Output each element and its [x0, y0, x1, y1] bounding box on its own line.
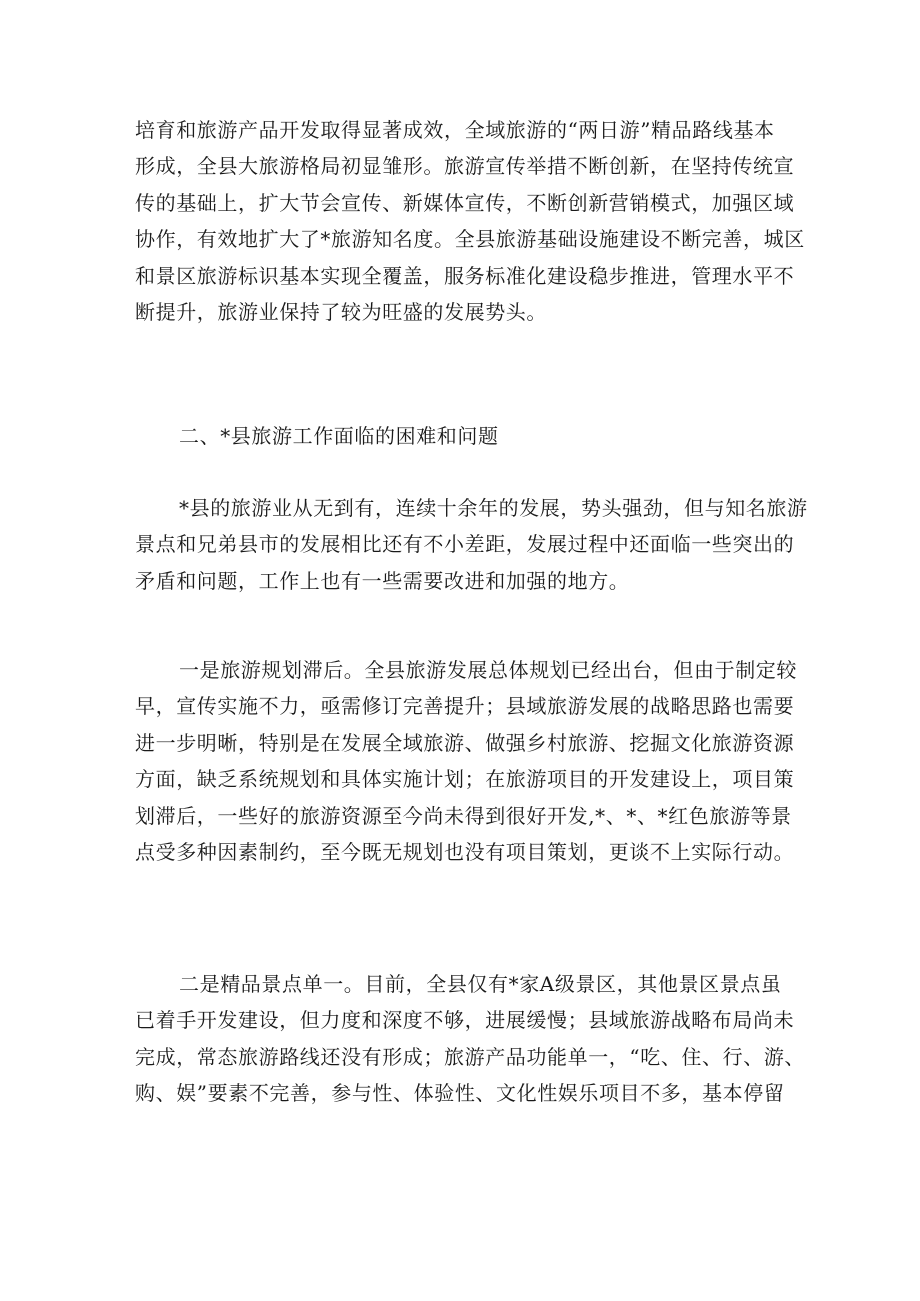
text-line: 矛盾和问题，工作上也有一些需要改进和加强的地方。	[135, 568, 630, 593]
text-line: 培育和旅游产品开发取得显著成效，全域旅游的“两日游”精品路线基本	[135, 118, 775, 142]
text-line: 景点和兄弟县市的发展相比还有不小差距，发展过程中还面临一些突出的	[135, 532, 795, 557]
text-line: 已着手开发建设，但力度和深度不够，进展缓慢；县域旅游战略布局尚未	[135, 1008, 795, 1033]
text-line: 进一步明晰，特别是在发展全域旅游、做强乡村旅游、挖掘文化旅游资源	[135, 730, 795, 755]
text-line: 早，宣传实施不力，亟需修订完善提升；县域旅游发展的战略思路也需要	[135, 694, 795, 719]
text-line: 二是精品景点单一。目前，全县仅有*家A级景区，其他景区景点虽	[179, 972, 782, 996]
text-line: 断提升，旅游业保持了较为旺盛的发展势头。	[135, 299, 547, 324]
paragraph-scenic-spots	[135, 966, 806, 1112]
text-line: *县的旅游业从无到有，连续十余年的发展，势头强劲，但与知名旅游	[179, 496, 808, 520]
text-line: 方面，缺乏系统规划和具体实施计划；在旅游项目的开发建设上，项目策	[135, 767, 795, 792]
text-line: 点受多种因素制约，至今既无规划也没有项目策划，更谈不上实际行动。	[135, 839, 795, 864]
text-line: 完成，常态旅游路线还没有形成；旅游产品功能单一，“吃、住、行、游、	[135, 1044, 806, 1069]
text-line: 传的基础上，扩大节会宣传、新媒体宣传，不断创新营销模式，加强区域	[135, 190, 795, 215]
paragraph-intro-problems	[135, 490, 808, 599]
text-line: 形成，全县大旅游格局初显雏形。旅游宣传举措不断创新，在坚持传统宣	[135, 154, 795, 179]
section-heading: 二、*县旅游工作面临的困难和问题	[179, 424, 499, 448]
text-line: 和景区旅游标识基本实现全覆盖，服务标准化建设稳步推进，管理水平不	[135, 263, 795, 288]
text-line: 划滞后，一些好的旅游资源至今尚未得到很好开发,*、*、*红色旅游等景	[135, 803, 792, 828]
text-line: 购、娱”要素不完善，参与性、体验性、文化性娱乐项目不多，基本停留	[135, 1081, 785, 1106]
paragraph-planning-lag	[135, 652, 795, 870]
text-line: 协作，有效地扩大了*旅游知名度。全县旅游基础设施建设不断完善，城区	[135, 227, 805, 252]
text-line: 一是旅游规划滞后。全县旅游发展总体规划已经出台，但由于制定较	[179, 658, 797, 682]
paragraph-tourism-achievements	[135, 112, 805, 330]
